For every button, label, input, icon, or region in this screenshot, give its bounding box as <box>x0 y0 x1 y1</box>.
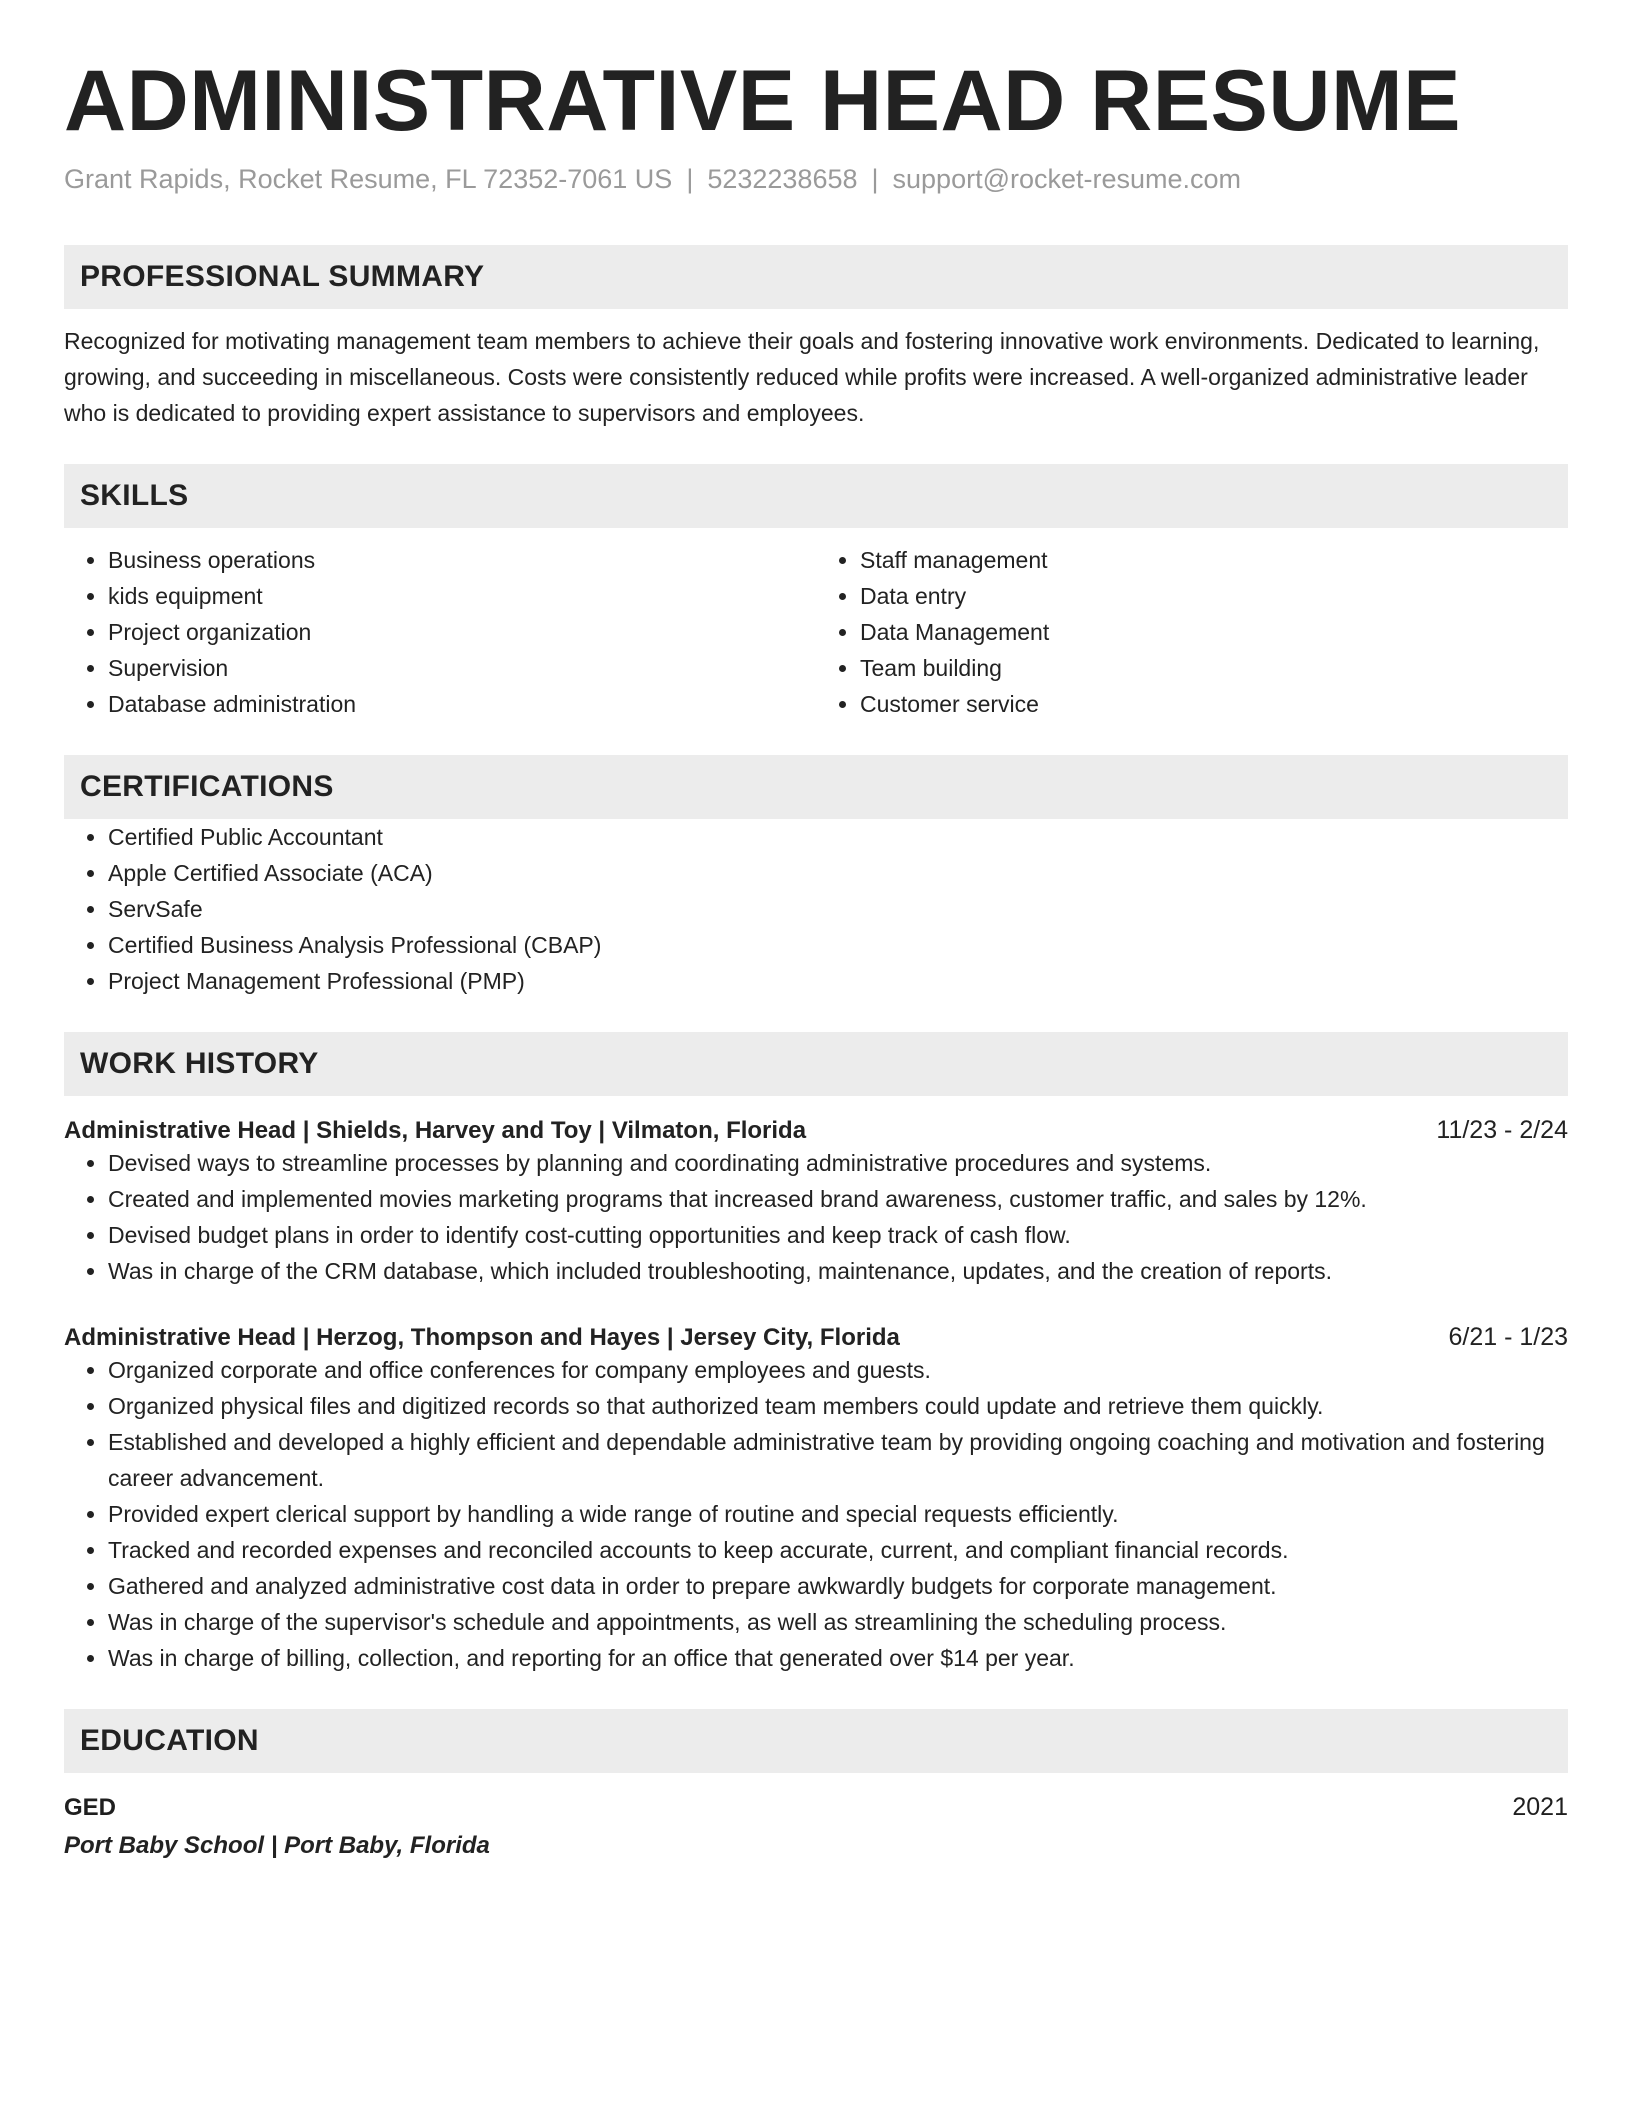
job-duties-list <box>64 1352 1568 1676</box>
contact-separator: | <box>686 164 694 195</box>
job-duty-item: • Was in charge of billing, collection, and reporting for an office that generated over $14 per year. <box>108 1640 1568 1676</box>
certifications-list <box>64 819 1568 999</box>
certification-item: • Certified Business Analysis Professional (CBAP) <box>108 927 1568 963</box>
education-degree: GED <box>64 1794 117 1822</box>
skills-grid <box>64 542 1568 722</box>
resume-title: ADMINISTRATIVE HEAD RESUME <box>64 53 1462 149</box>
contact-line <box>64 164 1568 195</box>
skill-item: • Business operations <box>108 542 816 578</box>
job-duty-item: • Was in charge of the CRM database, which included troubleshooting, maintenance, updates, and the creation of reports. <box>108 1253 1568 1289</box>
skill-item: • Database administration <box>108 686 816 722</box>
skills-section-header: SKILLS <box>64 464 1568 528</box>
job-duty-item: • Organized physical files and digitized records so that authorized team members could update and retrieve them quickly. <box>108 1388 1568 1424</box>
skill-item: • Staff management <box>860 542 1568 578</box>
education-section-header: EDUCATION <box>64 1709 1568 1773</box>
skill-item: • Data Management <box>860 614 1568 650</box>
skill-item: • Data entry <box>860 578 1568 614</box>
job-duty-item: • Tracked and recorded expenses and reconciled accounts to keep accurate, current, and compliant financial records. <box>108 1532 1568 1568</box>
job-duty-item: • Organized corporate and office conferences for company employees and guests. <box>108 1352 1568 1388</box>
contact-address: Grant Rapids, Rocket Resume, FL 72352-7061 US <box>64 164 673 195</box>
education-year: 2021 <box>1512 1793 1568 1822</box>
job-duty-item: • Devised ways to streamline processes by planning and coordinating administrative procedures and systems. <box>108 1145 1568 1181</box>
skill-item: • kids equipment <box>108 578 816 614</box>
job-duty-item: • Devised budget plans in order to identify cost-cutting opportunities and keep track of cash flow. <box>108 1217 1568 1253</box>
certification-item: • Project Management Professional (PMP) <box>108 963 1568 999</box>
job-dates: 11/23 - 2/24 <box>1436 1116 1568 1145</box>
job-title: Administrative Head | Herzog, Thompson and Hayes | Jersey City, Florida <box>64 1324 900 1352</box>
education-school: Port Baby School | Port Baby, Florida <box>64 1832 490 1860</box>
summary-text: Recognized for motivating management team members to achieve their goals and fostering innovative work environments. Dedicated to learning, growing, and succeeding in miscellaneous. Costs were consistently reduced while profits were increased. A well-organized administrative leader who is dedicated to providing expert assistance to supervisors and employees. <box>64 328 1540 427</box>
skill-item: • Supervision <box>108 650 816 686</box>
job-duty-item: • Provided expert clerical support by handling a wide range of routine and special requests efficiently. <box>108 1496 1568 1532</box>
skill-item: • Customer service <box>860 686 1568 722</box>
job-title: Administrative Head | Shields, Harvey and Toy | Vilmaton, Florida <box>64 1117 807 1145</box>
certification-item: • ServSafe <box>108 891 1568 927</box>
contact-separator: | <box>871 164 879 195</box>
job-duty-item: • Gathered and analyzed administrative cost data in order to prepare awkwardly budgets for corporate management. <box>108 1568 1568 1604</box>
job-duty-item: • Was in charge of the supervisor's schedule and appointments, as well as streamlining the scheduling process. <box>108 1604 1568 1640</box>
job-duty-item: • Established and developed a highly efficient and dependable administrative team by providing ongoing coaching and motivation and fostering career advancement. <box>108 1424 1568 1496</box>
work-history-section-header: WORK HISTORY <box>64 1032 1568 1096</box>
job-heading-row <box>64 1116 1568 1145</box>
skills-list-left <box>64 542 816 722</box>
certification-item: • Certified Public Accountant <box>108 819 1568 855</box>
contact-email: support@rocket-resume.com <box>892 164 1242 195</box>
summary-section-header: PROFESSIONAL SUMMARY <box>64 245 1568 309</box>
certification-item: • Apple Certified Associate (ACA) <box>108 855 1568 891</box>
job-duties-list <box>64 1145 1568 1289</box>
job-dates: 6/21 - 1/23 <box>1448 1323 1568 1352</box>
certifications-section-header: CERTIFICATIONS <box>64 755 1568 819</box>
skill-item: • Team building <box>860 650 1568 686</box>
job-duty-item: • Created and implemented movies marketing programs that increased brand awareness, customer traffic, and sales by 12%. <box>108 1181 1568 1217</box>
education-heading-row <box>64 1793 1568 1822</box>
skills-list-right <box>816 542 1568 722</box>
skill-item: • Project organization <box>108 614 816 650</box>
contact-phone: 5232238658 <box>707 164 858 195</box>
job-heading-row <box>64 1323 1568 1352</box>
